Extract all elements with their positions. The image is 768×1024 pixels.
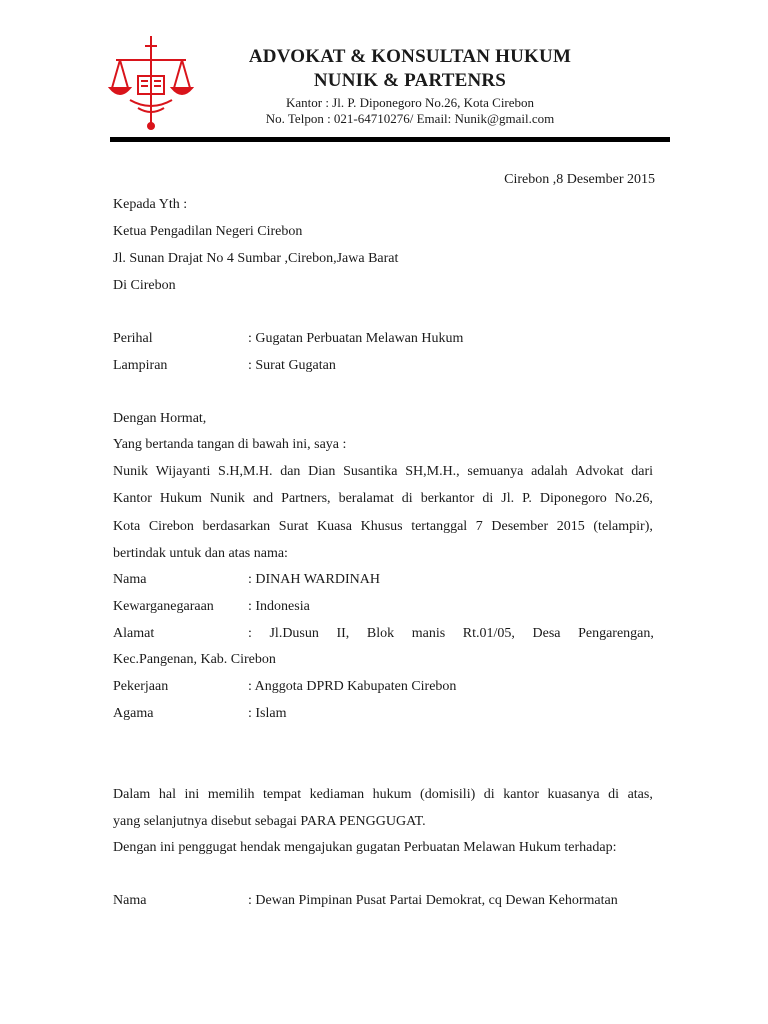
recipient-greeting: Kepada Yth :: [113, 197, 188, 212]
client-warga-value: : Indonesia: [248, 599, 310, 614]
letterhead-divider: [110, 137, 670, 142]
client-alamat-label: Alamat: [113, 626, 155, 641]
recipient-address: Jl. Sunan Drajat No 4 Sumbar ,Cirebon,Jawa Barat: [113, 251, 399, 266]
closing-line: Dengan ini penggugat hendak mengajukan gugatan Perbuatan Melawan Hukum terhadap:: [113, 840, 617, 855]
salutation: Dengan Hormat,: [113, 411, 207, 426]
lampiran-value: : Surat Gugatan: [248, 358, 336, 373]
perihal-value: : Gugatan Perbuatan Melawan Hukum: [248, 331, 464, 346]
letterhead-address: Kantor : Jl. P. Diponegoro No.26, Kota Cirebon: [285, 95, 535, 110]
paragraph-line: Kota Cirebon berdasarkan Surat Kuasa Khusus tertanggal 7 Desember 2015 (telampir),: [113, 519, 653, 534]
client-alamat-value: : Jl.Dusun II, Blok manis Rt.01/05, Desa Pengarengan,: [248, 626, 654, 641]
client-agama-value: : Islam: [248, 706, 287, 721]
letterhead-title: ADVOKAT & KONSULTAN HUKUM: [248, 46, 572, 67]
perihal-label: Perihal: [113, 331, 153, 346]
intro-line: Yang bertanda tangan di bawah ini, saya :: [113, 437, 347, 452]
client-nama-value: : DINAH WARDINAH: [248, 572, 380, 587]
letter-date: Cirebon ,8 Desember 2015: [504, 172, 655, 187]
paragraph-line: Nunik Wijayanti S.H,M.H. dan Dian Susantika SH,M.H., semuanya adalah Advokat dari: [113, 464, 653, 479]
letterhead-firm-name: NUNIK & PARTENRS: [313, 70, 507, 91]
lampiran-label: Lampiran: [113, 358, 168, 373]
recipient-place: Di Cirebon: [113, 278, 176, 293]
closing-line: yang selanjutnya disebut sebagai PARA PENGGUGAT.: [113, 814, 426, 829]
client-pekerjaan-label: Pekerjaan: [113, 679, 169, 694]
defendant-nama-value: : Dewan Pimpinan Pusat Partai Demokrat, cq Dewan Kehormatan: [248, 893, 618, 908]
letterhead-contact: No. Telpon : 021-64710276/ Email: Nunik@gmail.com: [265, 111, 555, 126]
closing-line: Dalam hal ini memilih tempat kediaman hukum (domisili) di kantor kuasanya di atas,: [113, 787, 653, 802]
paragraph-line: bertindak untuk dan atas nama:: [113, 546, 288, 561]
scales-of-justice-logo: [108, 34, 194, 130]
client-nama-label: Nama: [113, 572, 147, 587]
client-alamat-value-cont: Kec.Pangenan, Kab. Cirebon: [113, 652, 276, 667]
client-warga-label: Kewarganegaraan: [113, 599, 214, 614]
client-pekerjaan-value: : Anggota DPRD Kabupaten Cirebon: [248, 679, 457, 694]
defendant-nama-label: Nama: [113, 893, 147, 908]
client-agama-label: Agama: [113, 706, 154, 721]
paragraph-line: Kantor Hukum Nunik and Partners, beralamat di berkantor di Jl. P. Diponegoro No.26,: [113, 491, 653, 506]
recipient-name: Ketua Pengadilan Negeri Cirebon: [113, 224, 303, 239]
